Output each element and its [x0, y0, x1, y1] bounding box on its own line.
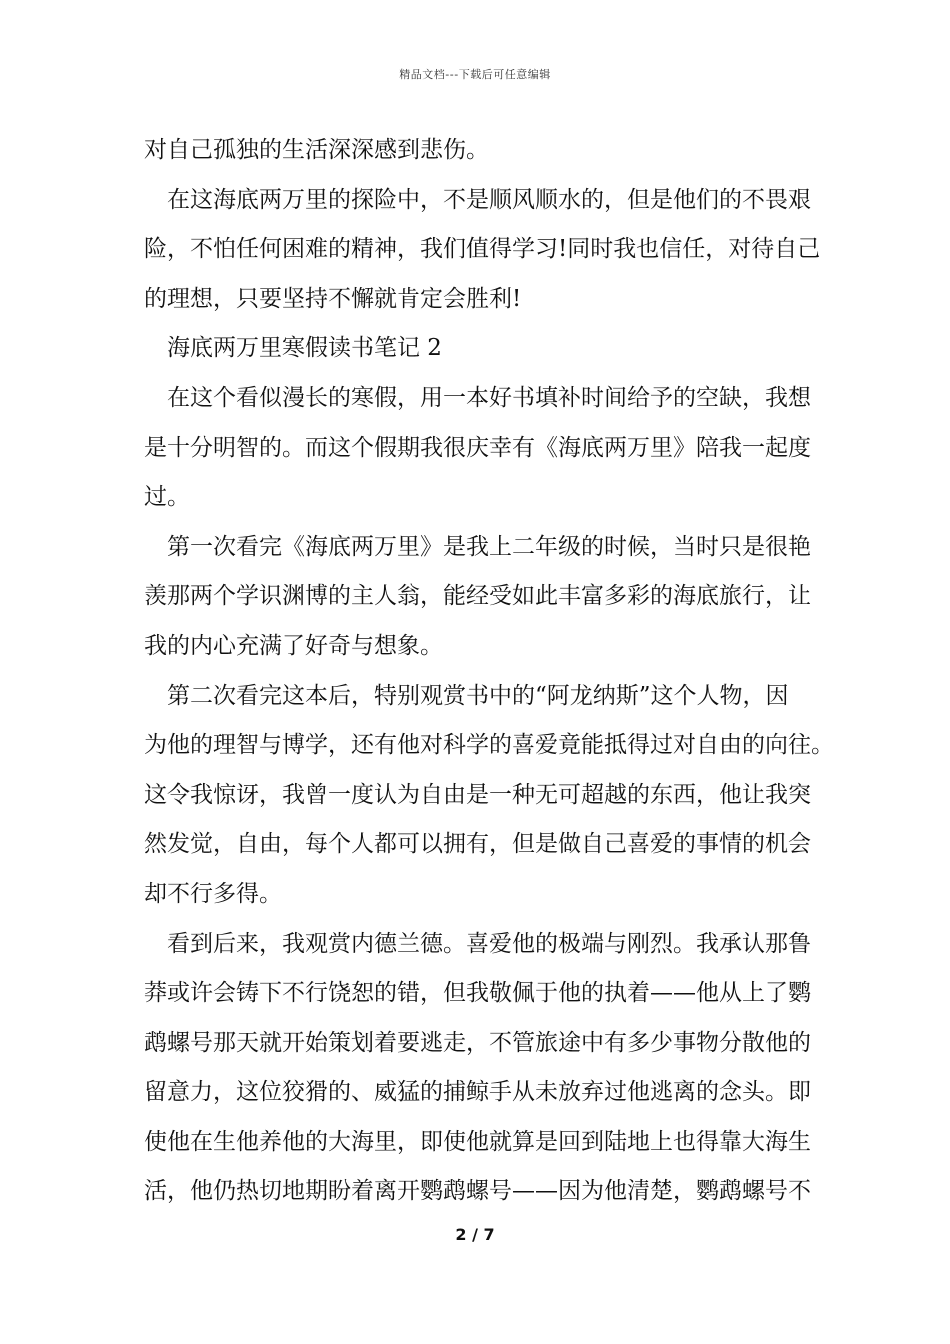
text-line: 鹉螺号那天就开始策划着要逃走，不管旅途中有多少事物分散他的 — [144, 1029, 811, 1056]
text-line: 羡那两个学识渊博的主人翁，能经受如此丰富多彩的海底旅行，让 — [144, 583, 811, 610]
text-line: 险，不怕任何困难的精神，我们值得学习!同时我也信任，对待自己 — [144, 236, 821, 263]
text-line: 在这个看似漫长的寒假，用一本好书填补时间给予的空缺，我想 — [167, 384, 811, 411]
text-line: 对自己孤独的生活深深感到悲伤。 — [144, 137, 489, 163]
text-line: 过。 — [144, 484, 190, 511]
text-line: 的理想，只要坚持不懈就肯定会胜利! — [144, 285, 522, 312]
text-line: 这令我惊讶，我曾一度认为自由是一种无可超越的东西，他让我突 — [144, 781, 811, 808]
text-line: 然发觉，自由，每个人都可以拥有，但是做自己喜爱的事情的机会 — [144, 831, 811, 858]
text-line: 看到后来，我观赏内德兰德。喜爱他的极端与刚烈。我承认那鲁 — [167, 930, 811, 957]
text-line: 使他在生他养他的大海里，即使他就算是回到陆地上也得靠大海生 — [144, 1128, 811, 1155]
text-line: 莽或许会铸下不行饶恕的错，但我敬佩于他的执着——他从上了鹦 — [144, 980, 811, 1007]
text-line: 第一次看完《海底两万里》是我上二年级的时候，当时只是很艳 — [167, 533, 811, 560]
text-line: 活，他仍热切地期盼着离开鹦鹉螺号——因为他清楚，鹦鹉螺号不 — [144, 1178, 811, 1205]
text-line: 第二次看完这本后，特别观赏书中的“阿龙纳斯”这个人物，因 — [167, 682, 789, 709]
text-line: 是十分明智的。而这个假期我很庆幸有《海底两万里》陪我一起度 — [144, 434, 811, 461]
page-header: 精品文档---下载后可任意编辑 — [399, 68, 551, 81]
page-number: 2 / 7 — [455, 1225, 495, 1244]
text-line: 留意力，这位狡猾的、威猛的捕鲸手从未放弃过他逃离的念头。即 — [144, 1079, 811, 1106]
text-line: 在这海底两万里的探险中，不是顺风顺水的，但是他们的不畏艰 — [167, 186, 811, 213]
text-line: 我的内心充满了好奇与想象。 — [144, 632, 443, 659]
text-line: 海底两万里寒假读书笔记 2 — [167, 335, 442, 362]
body-text — [144, 126, 834, 1217]
text-line: 为他的理智与博学，还有他对科学的喜爱竟能抵得过对自由的向往。 — [144, 732, 834, 759]
text-line: 却不行多得。 — [144, 880, 282, 907]
